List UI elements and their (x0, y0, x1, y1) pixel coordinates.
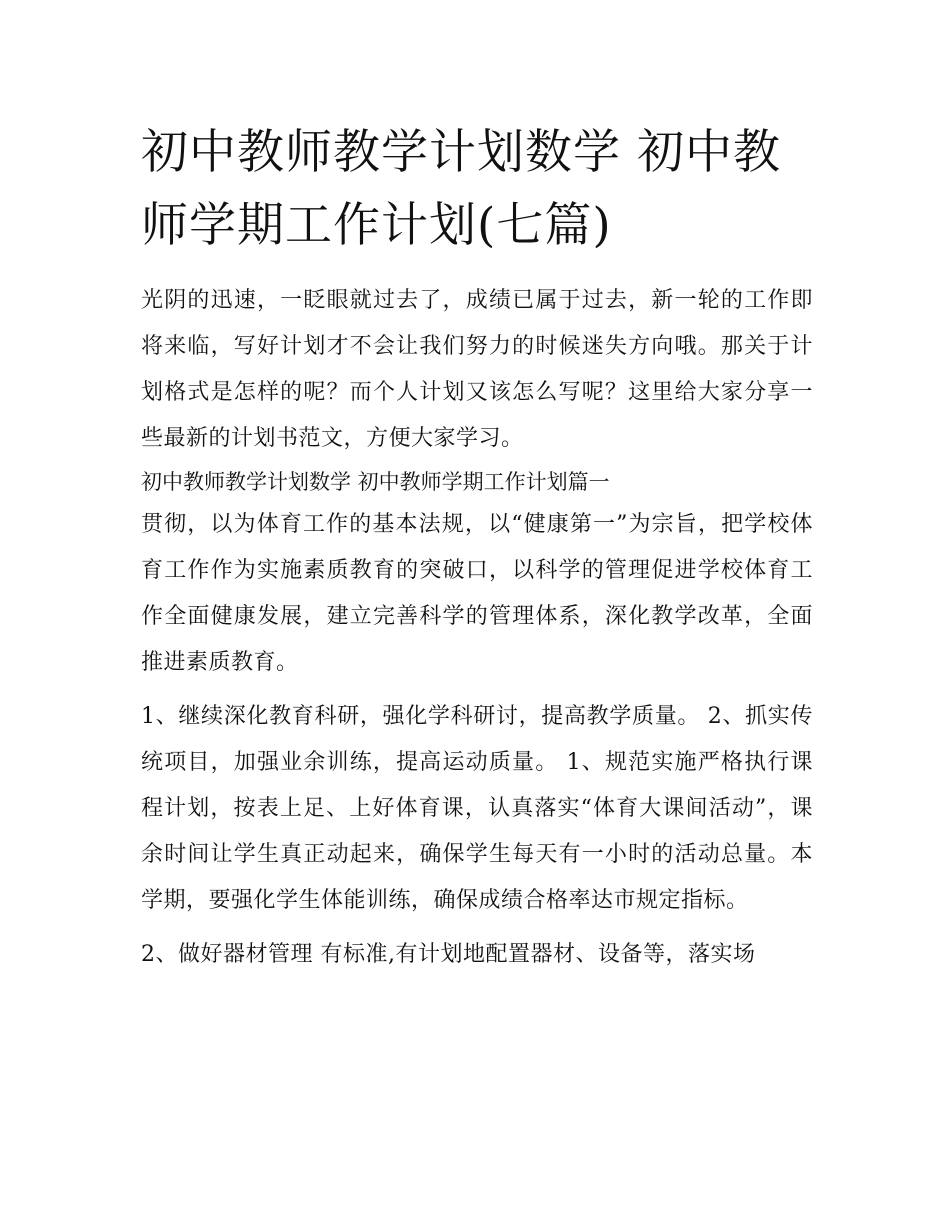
document-title: 初中教师教学计划数学 初中教师学期工作计划(七篇) (141, 125, 781, 253)
body-paragraph-2: 1、继续深化教育科研，强化学科研讨，提高教学质量。 2、抓实传统项目，加强业余训练，提高运动质量。 1、规范实施严格执行课程计划，按表上足、上好体育课，认真落实“体育大课间活动”，课余时间让学生真正动起来，确保学生每天有一小时的活动总量。本学期，要强化学生体能训练，确保成绩合格率达市规定指标。 (141, 704, 813, 913)
body-paragraph-1: 贯彻，以为体育工作的基本法规，以“健康第一”为宗旨，把学校体育工作作为实施素质教育的突破口，以科学的管理促进学校体育工作全面健康发展，建立完善科学的管理体系，深化教学改革，全面推进素质教育。 (141, 512, 813, 675)
document-body (141, 116, 813, 978)
section-heading: 初中教师教学计划数学 初中教师学期工作计划篇一 (141, 470, 610, 494)
body-paragraph-3: 2、做好器材管理 有标准,有计划地配置器材、设备等，落实场 (141, 942, 756, 967)
intro-paragraph: 光阴的迅速，一眨眼就过去了，成绩已属于过去，新一轮的工作即将来临，写好计划才不会让我们努力的时候迷失方向哦。那关于计划格式是怎样的呢？而个人计划又该怎么写呢？这里给大家分享一些最新的计划书范文，方便大家学习。 (141, 288, 813, 451)
